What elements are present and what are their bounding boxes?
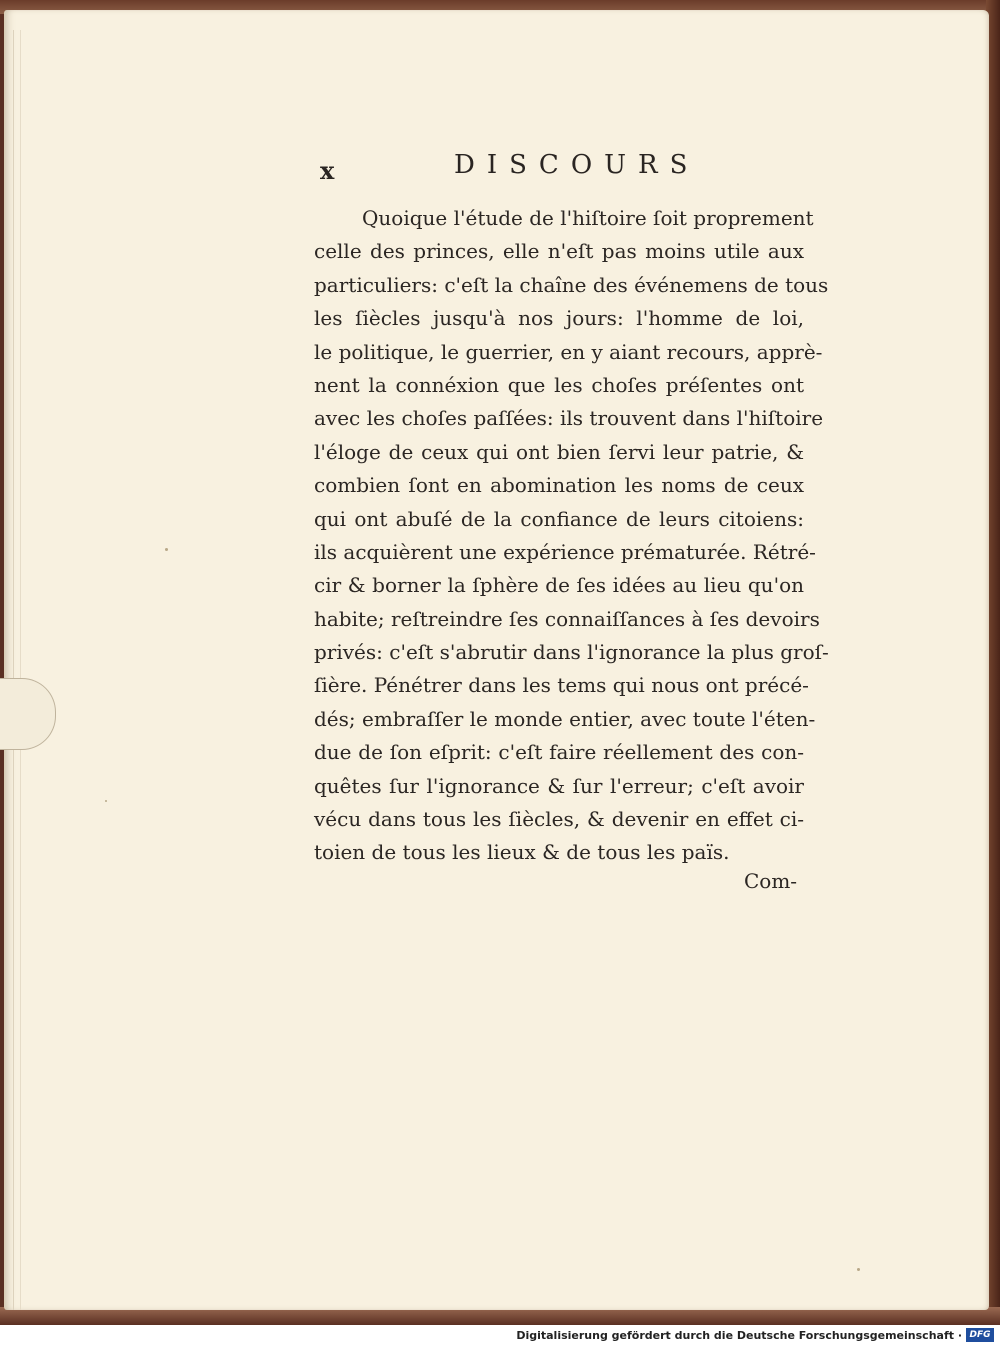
text-line: avec les choſes paſſées: ils trouvent dans l'hiſtoire: [314, 406, 824, 431]
text-line: habite; reſtreindre ſes connaiſſances à ſes devoirs: [314, 606, 820, 631]
text-line: les ſiècles jusqu'à nos jours: l'homme de loi,: [314, 306, 804, 331]
gutter-lines: [13, 30, 21, 1310]
text-line: ſière. Pénétrer dans les tems qui nous ont précé-: [314, 673, 809, 698]
text-line: nent la connéxion que les choſes préſentes ont: [314, 372, 804, 397]
text-line: combien ſont en abomination les noms de ceux: [314, 473, 804, 498]
text-line: due de ſon eſprit: c'eſt faire réellement des con-: [314, 740, 804, 765]
text-line: dés; embraſſer le monde entier, avec toute l'éten-: [314, 706, 816, 731]
catchword: Com-: [744, 869, 798, 893]
body-paragraph: [314, 202, 829, 870]
paper-speck: [165, 548, 168, 551]
funding-credit: Digitalisierung gefördert durch die Deutsche Forschungsgemeinschaft ·: [516, 1329, 962, 1342]
digitization-footer: [0, 1325, 1000, 1346]
text-line: particuliers: c'eſt la chaîne des événemens de tous: [314, 272, 829, 297]
text-line: l'éloge de ceux qui ont bien ſervi leur patrie, &: [314, 439, 804, 464]
text-line: Quoique l'étude de l'hiſtoire ſoit proprement: [362, 206, 814, 230]
page-number: x: [320, 156, 335, 185]
text-line: le politique, le guerrier, en y aiant recours, apprè-: [314, 339, 823, 364]
paper-speck: [857, 1268, 860, 1271]
text-line: cir & borner la ſphère de ſes idées au lieu qu'on: [314, 573, 804, 598]
text-line: quêtes ſur l'ignorance & ſur l'erreur; c'eſt avoir: [314, 773, 804, 798]
text-line: privés: c'eſt s'abrutir dans l'ignorance la plus groſ-: [314, 640, 829, 665]
paper-speck: [105, 800, 107, 802]
text-line: vécu dans tous les ſiècles, & devenir en effet ci-: [314, 807, 804, 832]
dfg-logo: DFG: [966, 1328, 994, 1342]
text-line: qui ont abuſé de la confiance de leurs citoiens:: [314, 506, 804, 531]
running-head: DISCOURS: [454, 150, 700, 180]
text-line: ils acquièrent une expérience prématurée. Rétré-: [314, 539, 816, 564]
text-line: celle des princes, elle n'eſt pas moins utile aux: [314, 239, 804, 264]
text-line: toien de tous les lieux & de tous les païs.: [314, 840, 730, 865]
page-header: [316, 150, 700, 190]
page-tab-marker: [0, 678, 56, 750]
